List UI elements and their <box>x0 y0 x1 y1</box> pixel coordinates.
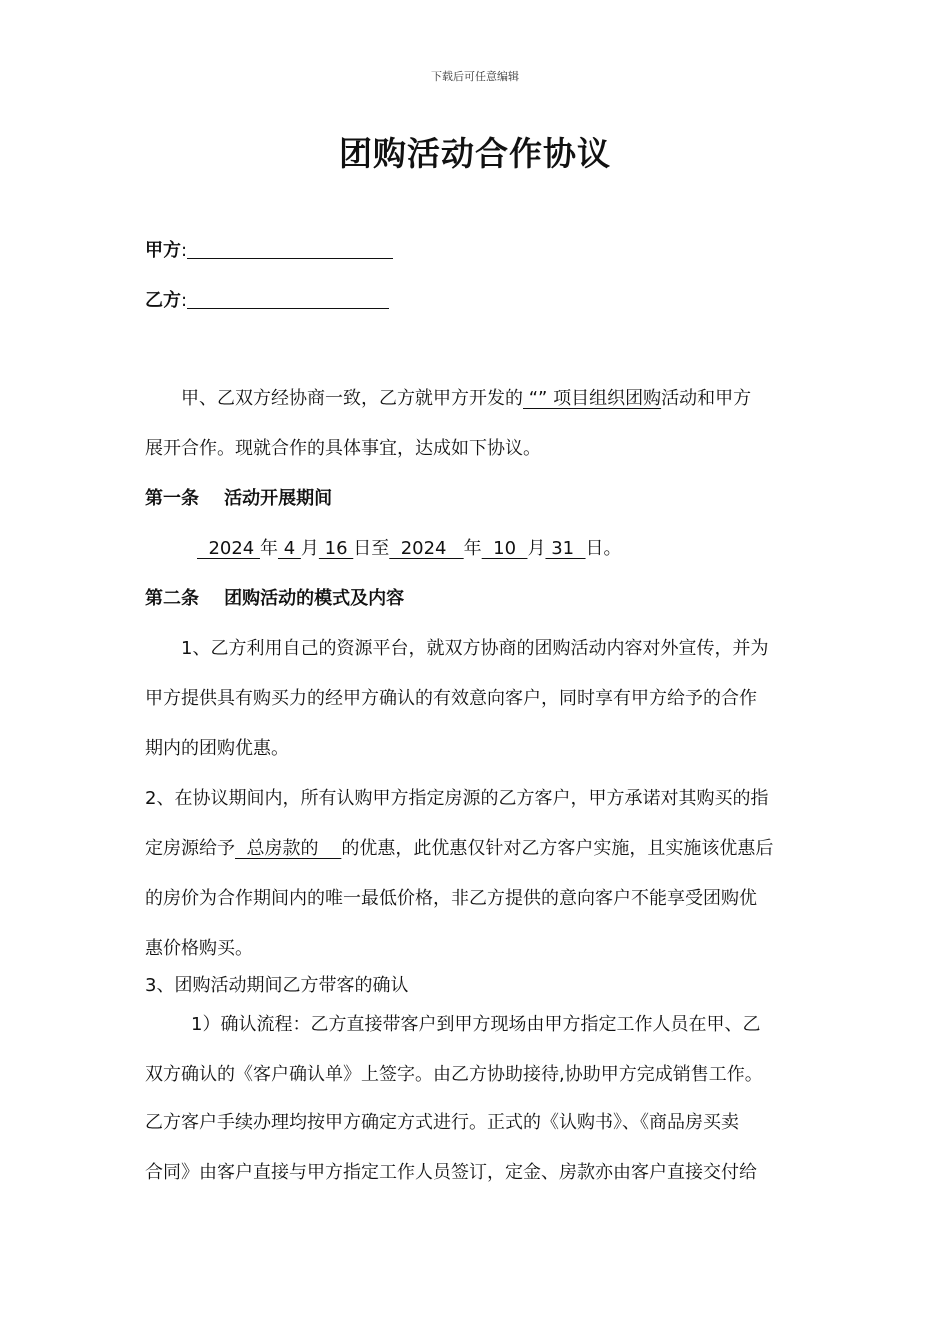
article-2-p3-1-line-2: 双方确认的《客户确认单》上签字。由乙方协助接待,协助甲方完成销售工作。 <box>145 1064 763 1085</box>
p2-pre: 定房源给予 <box>145 838 235 859</box>
intro-post: 活动和甲方 <box>661 388 752 409</box>
document-title: 团购活动合作协议 <box>339 134 611 173</box>
article-2-p2-line-2 <box>145 836 807 862</box>
year-label-2: 年 <box>463 538 482 559</box>
intro-pre: 甲、乙双方经协商一致，乙方就甲方开发的 <box>181 388 523 409</box>
article-2-p3-1-line-1: 1）确认流程：乙方直接带客户到甲方现场由甲方指定工作人员在甲、乙 <box>191 1014 761 1035</box>
article-2-p1-line-2: 甲方提供具有购买力的经甲方确认的有效意向客户，同时享有甲方给予的合作 <box>145 688 757 709</box>
discount-field: 总房款的 <box>235 838 342 859</box>
article-2-p2-line-3: 的房价为合作期间内的唯一最低价格，非乙方提供的意向客户不能享受团购优 <box>145 888 757 909</box>
article-2-p3-1-line-3: 乙方客户手续办理均按甲方确定方式进行。正式的《认购书》、《商品房买卖 <box>145 1112 739 1133</box>
article-2-heading: 第二条 团购活动的模式及内容 <box>145 588 405 609</box>
day-to: 日至 <box>353 538 390 559</box>
end-day: 31 <box>545 538 586 559</box>
month-label: 月 <box>300 538 319 559</box>
end-month: 10 <box>481 538 528 559</box>
party-b-label: 乙方 <box>145 290 181 311</box>
end-suffix: 日。 <box>585 538 622 559</box>
month-label-2: 月 <box>527 538 546 559</box>
end-year: 2024 <box>389 538 464 559</box>
activity-period <box>145 536 807 562</box>
article-2-p3-heading: 3、团购活动期间乙方带客的确认 <box>145 975 409 996</box>
party-a-line <box>145 238 807 264</box>
party-a-label: 甲方 <box>145 240 181 261</box>
year-label: 年 <box>259 538 278 559</box>
party-b-colon: : <box>181 290 188 311</box>
start-day: 16 <box>318 538 354 559</box>
party-b-line <box>145 288 807 314</box>
article-2-p2-line-1: 2、在协议期间内，所有认购甲方指定房源的乙方客户，甲方承诺对其购买的指 <box>145 788 769 809</box>
article-2-p2-line-4: 惠价格购买。 <box>145 938 253 959</box>
project-name-field: “” 项目组织团购 <box>523 388 662 409</box>
party-b-blank[interactable] <box>187 290 389 309</box>
party-a-colon: : <box>181 240 188 261</box>
intro-line-2: 展开合作。现就合作的具体事宜，达成如下协议。 <box>145 438 541 459</box>
article-2-p3-1-line-4: 合同》由客户直接与甲方指定工作人员签订，定金、房款亦由客户直接交付给 <box>145 1162 757 1183</box>
start-month: 4 <box>277 538 301 559</box>
article-2-p1-line-1: 1、乙方利用自己的资源平台，就双方协商的团购活动内容对外宣传，并为 <box>181 638 769 659</box>
header-note: 下载后可任意编辑 <box>431 70 519 83</box>
intro-line-1 <box>145 386 807 412</box>
article-1-heading: 第一条 活动开展期间 <box>145 488 333 509</box>
party-a-blank[interactable] <box>187 240 393 259</box>
article-2-p1-line-3: 期内的团购优惠。 <box>145 738 289 759</box>
start-year: 2024 <box>197 538 260 559</box>
p2-post: 的优惠，此优惠仅针对乙方客户实施，且实施该优惠后 <box>341 838 774 859</box>
